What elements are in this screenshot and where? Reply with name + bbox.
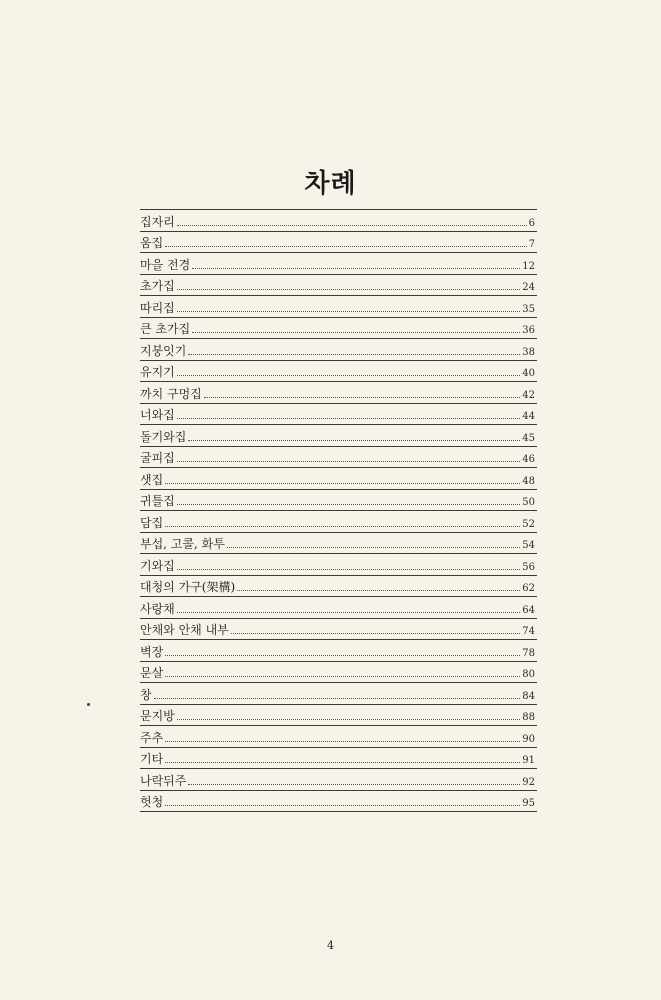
toc-entry-page: 6 [528,217,535,229]
toc-leader-dots [177,225,527,226]
toc-entry-page: 40 [522,368,535,379]
toc-entry-page: 90 [522,733,535,745]
toc-leader-dots [177,612,520,613]
toc-entry-page: 12 [522,260,535,272]
toc-entry-page: 50 [522,497,535,508]
toc-entry[interactable] [140,705,537,727]
toc-entry-label: 돌기와집 [140,429,187,444]
toc-entry-label: 따리집 [140,300,175,315]
toc-leader-dots [177,418,520,419]
toc-entry-label: 나락뒤주 [140,773,187,788]
toc-entry[interactable] [140,726,537,748]
toc-entry-label: 담집 [140,515,164,530]
toc-leader-dots [165,526,520,527]
toc-leader-dots [192,332,520,333]
toc-entry[interactable] [140,748,537,770]
toc-leader-dots [165,676,520,677]
toc-entry[interactable] [140,425,537,447]
toc-entry-label: 귀틀집 [140,494,175,508]
toc-leader-dots [177,375,520,376]
toc-leader-dots [192,268,520,269]
toc-entry[interactable] [140,447,537,469]
toc-entry[interactable] [140,533,537,555]
toc-entry-label: 움집 [140,236,164,250]
toc-entry[interactable] [140,490,537,512]
toc-leader-dots [165,655,520,656]
toc-entry-label: 까치 구멍집 [140,386,202,401]
toc-entry-label: 대청의 가구(架構) [140,580,236,594]
toc-leader-dots [188,784,520,785]
toc-leader-dots [177,504,520,505]
toc-entry-page: 54 [522,540,535,551]
toc-leader-dots [177,311,520,312]
toc-entry-label: 문살 [140,666,164,680]
toc-entry-label: 헛청 [140,795,164,809]
toc-leader-dots [165,805,520,806]
toc-entry-label: 부섭, 고콜, 화투 [140,537,225,551]
toc-entry[interactable] [140,275,537,297]
toc-entry[interactable] [140,339,537,361]
toc-entry-page: 92 [522,776,535,788]
toc-leader-dots [165,246,526,247]
toc-entry-label: 문지방 [140,709,175,723]
toc-entry[interactable] [140,662,537,684]
toc-entry-page: 46 [522,454,535,465]
toc-entry[interactable] [140,253,537,275]
toc-entry-page: 24 [522,282,535,293]
toc-entry-label: 안채와 안채 내부 [140,623,229,637]
toc-entry-page: 35 [522,303,535,315]
toc-entry-page: 38 [522,346,535,358]
toc-leader-dots [165,741,520,742]
toc-leader-dots [154,698,521,699]
toc-entry-page: 74 [522,626,535,637]
toc-leader-dots [177,569,520,570]
toc-entry-label: 기타 [140,752,164,766]
toc-entry[interactable] [140,318,537,340]
toc-entry-page: 44 [522,411,535,422]
toc-entry-label: 유지기 [140,365,175,379]
page-title: 차례 [304,169,357,200]
toc-entry-label: 집자리 [140,214,175,229]
toc-entry-page: 42 [522,389,535,401]
toc-entry-page: 48 [522,475,535,487]
toc-entry-label: 굴피집 [140,451,175,465]
toc-entry-page: 45 [522,432,535,444]
toc-entry-page: 78 [522,647,535,659]
toc-entry-label: 사랑채 [140,601,175,616]
toc-entry-page: 56 [522,561,535,573]
toc-entry-page: 88 [522,712,535,723]
toc-entry-label: 너와집 [140,408,175,422]
toc-entry[interactable] [140,791,537,813]
toc-entry-page: 84 [522,690,535,702]
toc-entry[interactable] [140,382,537,404]
toc-leader-dots [237,590,520,591]
toc-leader-dots [177,289,520,290]
toc-entry[interactable] [140,769,537,791]
toc-entry-page: 95 [522,798,535,809]
toc-leader-dots [165,483,520,484]
toc-entry[interactable] [140,468,537,490]
toc-leader-dots [188,440,520,441]
toc-entry[interactable] [140,404,537,426]
toc-entry-label: 샛집 [140,472,164,487]
toc-entry[interactable] [140,511,537,533]
toc-leader-dots [165,762,520,763]
toc-leader-dots [177,461,520,462]
toc-entry-page: 91 [522,755,535,766]
toc-entry-label: 지붕잇기 [140,343,187,358]
toc-entry[interactable] [140,683,537,705]
toc-entry[interactable] [140,640,537,662]
toc-entry-page: 62 [522,583,535,594]
toc-entry[interactable] [140,361,537,383]
toc-entry-label: 창 [140,687,152,702]
toc-entry[interactable] [140,576,537,598]
toc-entry-page: 80 [522,669,535,680]
toc-entry[interactable] [140,554,537,576]
toc-entry[interactable] [140,210,537,232]
toc-leader-dots [204,397,520,398]
toc-leader-dots [177,719,520,720]
toc-entry-label: 주추 [140,730,164,745]
toc-entry[interactable] [140,619,537,641]
toc-entry-page: 64 [522,604,535,616]
toc-leader-dots [227,547,520,548]
toc-entry[interactable] [140,597,537,619]
toc-entry-page: 36 [522,325,535,336]
toc-entry-label: 큰 초가집 [140,322,191,336]
toc-entry[interactable] [140,296,537,318]
toc-entry-page: 52 [522,518,535,530]
toc-leader-dots [188,354,520,355]
stray-mark [87,703,90,706]
toc-entry-label: 기와집 [140,558,175,573]
toc-entry[interactable] [140,232,537,254]
toc-leader-dots [231,633,520,634]
toc-entry-label: 마을 전경 [140,257,191,272]
page-number: 4 [327,939,334,952]
toc-entry-page: 7 [528,239,535,250]
toc-entry-label: 초가집 [140,279,175,293]
table-of-contents [140,209,537,812]
toc-entry-label: 벽장 [140,644,164,659]
